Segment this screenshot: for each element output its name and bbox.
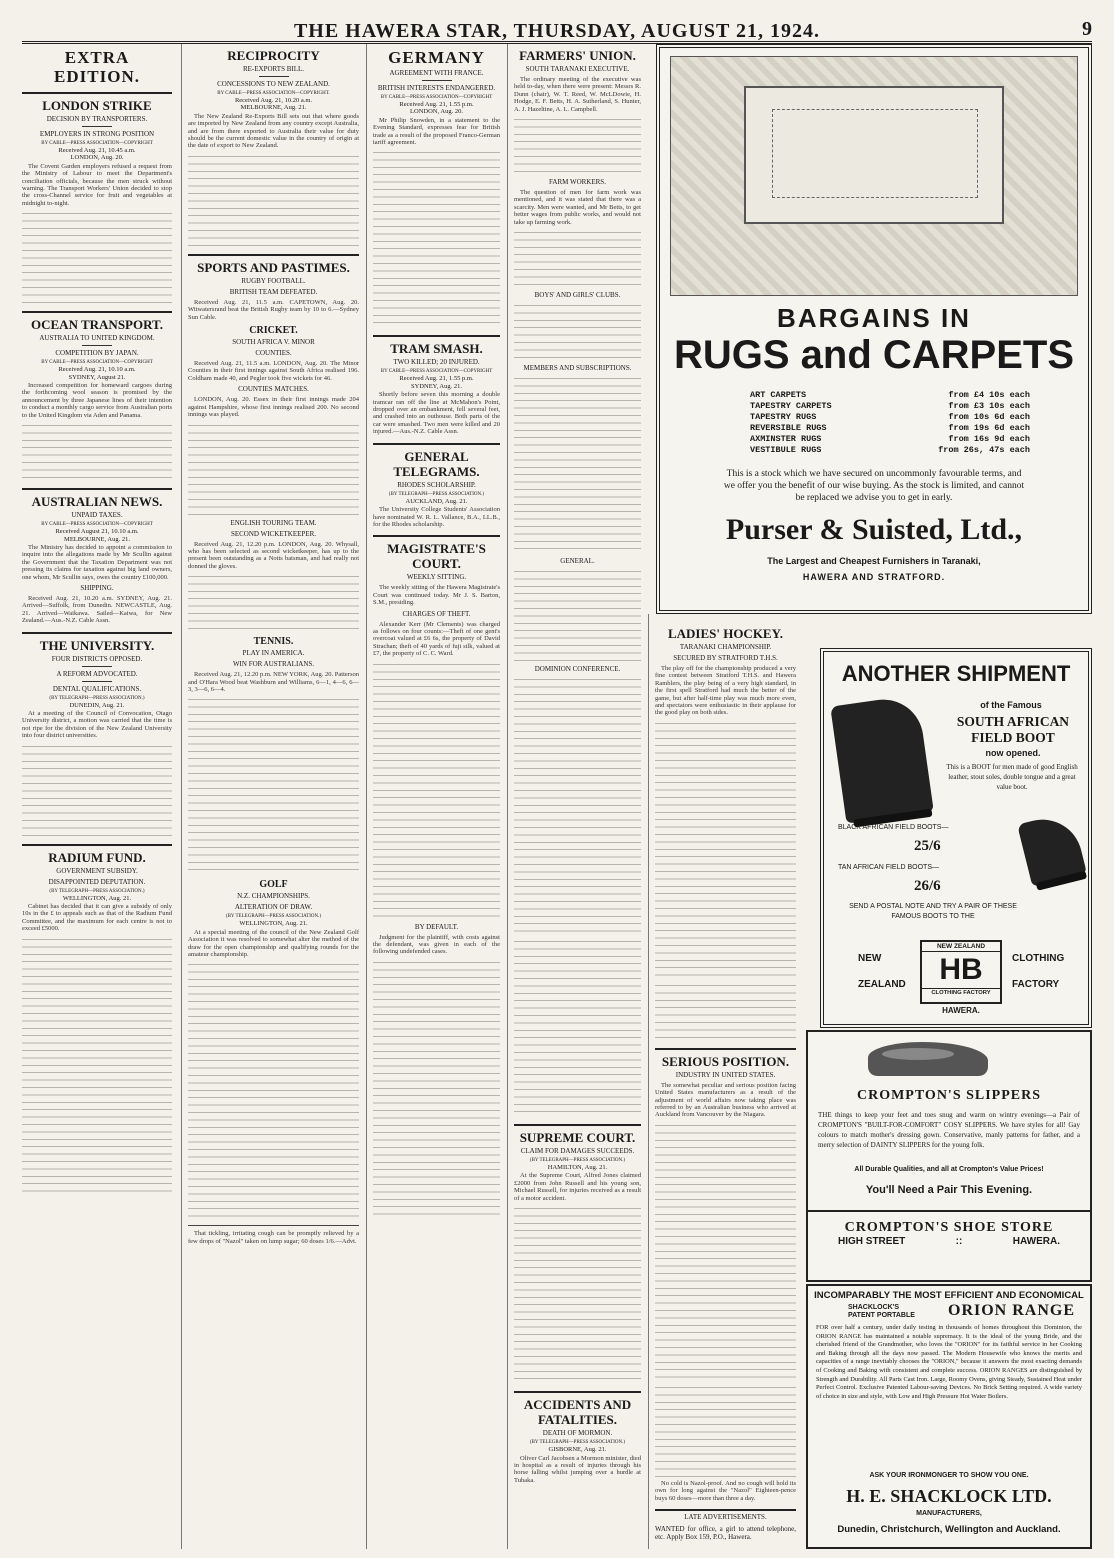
column-5	[648, 614, 802, 1549]
price-row: TAPESTRY RUGS from 10s 6d each	[750, 412, 1030, 422]
slippers-all-qualities: All Durable Qualities, and all at Crompton's Value Prices!	[854, 1166, 1044, 1173]
univ-dateline: DUNEDIN, Aug. 21.	[69, 701, 125, 709]
late-ad-text: WANTED for office, a girl to attend telephone, etc. Apply Box 159, P.O., Hawera.	[655, 1524, 796, 1541]
ocean-dateline: SYDNEY, August 21.	[68, 373, 126, 381]
theft-text: Alexander Kerr (Mr Clements) was charged as follows on four counts:—Theft of one gent's overcoat valued at £6 6s, the property of David Strachan; theft of 40 yards of fuji silk, valued at £7, the property of C. C. Ward.	[373, 620, 500, 658]
column-4	[507, 44, 647, 1549]
theft-heading: CHARGES OF THEFT.	[402, 609, 471, 618]
cricket-sub1: SOUTH AFRICA V. MINOR	[232, 338, 315, 347]
rugs-headline-2: RUGS and CARPETS	[673, 333, 1075, 377]
range-headline: INCOMPARABLY THE MOST EFFICIENT AND ECONOMICAL	[814, 1290, 1084, 1301]
cricket-sub2: COUNTIES.	[255, 349, 292, 358]
range-maker-label: SHACKLOCK'S PATENT PORTABLE	[848, 1304, 915, 1319]
nazol-note: No cold is Nazol-proof. And no cough will hold its own for long against the "Nazol" Eighteen-pence buys 60 doses—more than three a day.	[655, 1479, 796, 1502]
farmers-sub1: SOUTH TARANAKI EXECUTIVE.	[525, 65, 630, 73]
golf-sub1: N.Z. CHAMPIONSHIPS.	[237, 892, 310, 901]
supreme-byline: (BY TELEGRAPH—PRESS ASSOCIATION.)	[529, 1158, 626, 1164]
germany-sub1: AGREEMENT WITH FRANCE.	[389, 69, 484, 77]
late-ads-heading: LATE ADVERTISEMENTS.	[684, 1513, 767, 1522]
tram-dateline: SYDNEY, Aug. 21.	[411, 382, 462, 390]
rugs-carpets-advert	[656, 44, 1092, 614]
univ-byline: (BY TELEGRAPH—PRESS ASSOCIATION.)	[49, 695, 145, 701]
boots-product-name: SOUTH AFRICAN FIELD BOOT	[956, 714, 1070, 745]
boots-tan-price: 26/6	[914, 878, 941, 894]
golf-byline: (BY TELEGRAPH—PRESS ASSOCIATION.)	[225, 914, 322, 920]
hb-clothing-factory-logo: NEW ZEALAND HB CLOTHING FACTORY	[920, 940, 1002, 1004]
univ-title: THE UNIVERSITY.	[39, 637, 155, 653]
london-sub2: EMPLOYERS IN STRONG POSITION	[39, 130, 155, 138]
boots-of-the: of the Famous	[980, 700, 1042, 710]
column-1	[22, 44, 178, 1549]
rugs-price-list	[750, 390, 1030, 456]
univ-sub1: FOUR DISTRICTS OPPOSED.	[51, 654, 143, 663]
cricket-text: Received Aug. 21, 11.5 a.m. LONDON, Aug. 20. The Minor Counties in their first innings against South Africa realised 196. Coldham made 40, and Pegler took five wickets for 46.	[188, 360, 359, 382]
golf-heading: GOLF	[259, 879, 288, 891]
rugs-tagline: The Largest and Cheapest Furnishers in Taranaki,	[767, 556, 981, 566]
boots-description: This is a BOOT for men made of good English leather, stout soles, double tongue and a great value boot.	[946, 763, 1078, 791]
slippers-need-pair: You'll Need a Pair This Evening.	[865, 1184, 1033, 1196]
univ-text: At a meeting of the Council of Convocation, Otago University district, a motion was carried that the time is not ripe for the division of the New Zealand University into four district universities.	[22, 709, 172, 740]
boots-headline: ANOTHER SHIPMENT	[841, 661, 1071, 686]
rugs-headline-1: BARGAINS IN	[777, 303, 971, 333]
ocean-byline: BY CABLE—PRESS ASSOCIATION—COPYRIGHT	[41, 360, 153, 366]
accidents-title: ACCIDENTS AND FATALITIES.	[523, 1397, 632, 1428]
boots-now-opened: now opened.	[985, 748, 1041, 758]
tennis-sub1: PLAY IN AMERICA.	[242, 649, 305, 658]
germany-sub2: BRITISH INTERESTS ENDANGERED.	[377, 84, 496, 92]
masthead	[22, 18, 1092, 44]
radium-sub2: DISAPPOINTED DEPUTATION.	[48, 877, 146, 886]
london-received: Received Aug. 21, 10.45 a.m.	[58, 147, 136, 154]
price-row: ART CARPETS from £4 10s each	[750, 390, 1030, 400]
farmers-title: FARMERS' UNION.	[519, 48, 636, 63]
rugs-location: HAWERA AND STRATFORD.	[802, 572, 946, 582]
touring-text: Received Aug. 21, 12.20 p.m. LONDON, Aug. 20. Whysall, who has been selected as second wicketkeeper, has up to the present been outstanding as a Notts batsman, and had really not donned the gloves.	[188, 540, 359, 570]
general-title: GENERAL TELEGRAMS.	[393, 448, 480, 479]
tram-text: Shortly before seven this morning a double tramcar ran off the line at McMahon's Point, dropped over an embankment, fell several feet, and crashed into an outhouse. Both parts of the car were smashed. Two men were killed and 20 injured.—Aus.-N.Z. Cable Assn.	[373, 391, 500, 436]
univ-sub2: A REFORM ADVOCATED.	[56, 669, 138, 678]
radium-title: RADIUM FUND.	[48, 849, 146, 865]
rugs-note: This is a stock which we have secured on uncommonly favourable terms, and we offer you the benefit of our wise buying. As the stock is limited, and cannot be replaced we advise you to get in early.	[723, 469, 1025, 503]
page-number: 9	[1082, 18, 1092, 40]
price-row: VESTIBULE RUGS from 26s, 47s each	[750, 445, 1030, 455]
aus-received: Received August 21, 10.10 a.m.	[55, 528, 139, 536]
range-body: FOR over half a century, under daily testing in thousands of homes throughout this Dominion, the ORION RANGE has maintained a notable supremacy. It is the ideal of the young Bride, and the cherished friend of the Grandmother, who loves the "ORION" for its faithful service in her Cooking and Baking through all the days now passed. The Modern Housewife who knows the merits and capacities of a range inevitably chooses the "ORION," because it answers the most exacting demands of Cooking and Baking with consistent and complete success. ORION RANGES are distinguished by Strength and Durability. All Parts Cast Iron. Large, Roomy Ovens, giving Steady, Sustained Heat under Perfect Control. Exclusive Patented Labour-saving Devices. No Brick Setting required. A wide variety of choice in size and style, with Low and High Pressure Hot Water Boilers.	[816, 1324, 1082, 1400]
cromptons-slippers-advert	[806, 1030, 1092, 1282]
range-product-name: ORION RANGE	[948, 1302, 1076, 1319]
accidents-dateline: GISBORNE, Aug. 21.	[548, 1446, 607, 1454]
farm-workers-text: The question of men for farm work was mentioned, and it was stated that there was a scarcity. Men were wanted, and Mr Betts, to get better wages from public works, and would not take up farming work.	[514, 189, 641, 226]
tram-title: TRAM SMASH.	[390, 341, 483, 357]
slippers-store-name: CROMPTON'S SHOE STORE	[808, 1210, 1090, 1236]
aus-title: AUSTRALIAN NEWS.	[31, 494, 163, 510]
radium-text: Cabinet has decided that it can give a subsidy of only 10s in the £ to appeals such as that of the Radium Fund Committee, and the maximum for each centre is not to exceed £5000.	[22, 903, 172, 933]
recip-received: Received Aug. 21, 10.20 a.m.	[234, 97, 313, 104]
rugs-firm-name: Purser & Suisted, Ltd.,	[725, 513, 1023, 546]
nazol-advt: That tickling, irritating cough can be promptly relieved by a few drops of "Nazol" taken on lump sugar; 60 doses 1/6.—Advt.	[188, 1230, 359, 1245]
rugby-text: Received Aug. 21, 11.5 a.m. CAPETOWN, Aug. 20. Witwatersrand beat the British Rugby team by 10 to 6.—Sydney Sun Cable.	[188, 298, 359, 321]
boots-clothing-factory-label: CLOTHING FACTORY	[1012, 953, 1065, 990]
radium-sub1: GOVERNMENT SUBSIDY.	[56, 866, 138, 875]
orion-range-advert	[806, 1284, 1092, 1549]
golf-text: At a special meeting of the council of the New Zealand Golf Association it was resolved to somewhat alter the method of the draw for the open championship and qualifying rounds for the amateur championship.	[188, 928, 359, 958]
aus-sub1: UNPAID TAXES.	[71, 511, 123, 520]
radium-byline: (BY TELEGRAPH—PRESS ASSOCIATION.)	[49, 888, 145, 894]
supreme-text: At the Supreme Court, Alfred Jones claimed £2000 from John Russell and his young son, Michael Russell, for injuries received as a result of a motor accident.	[514, 1172, 641, 1202]
slippers-body: THE things to keep your feet and toes snug and warm on wintry evenings—a Pair of CROMPTON'S "BUILT-FOR-COMFORT" COSY SLIPPERS. We have styles for all! Gay colours to match mother's dressing gown. Conservative, manly patterns for father, and a merry selection of DAINTY SLIPPERS for the young folk.	[818, 1111, 1080, 1149]
london-sub1: DECISION BY TRANSPORTERS.	[46, 115, 148, 123]
boots-black-label: BLACK AFRICAN FIELD BOOTS—	[838, 824, 949, 831]
tennis-sub2: WIN FOR AUSTRALIANS.	[232, 660, 315, 669]
touring-sub: SECOND WICKETKEEPER.	[230, 529, 317, 538]
county-text: LONDON, Aug. 20. Essex in their first innings made 204 against Hampshire, whose first innings realised 200. No second innings was played.	[188, 396, 359, 419]
touring-heading: ENGLISH TOURING TEAM.	[230, 518, 317, 527]
ocean-text: Increased competition for homeward cargoes during the forthcoming wool season is promised by the announcement by three Japanese lines of their intention to conduct a monthly cargo service from Australian ports to the United Kingdom via Aden and Panama.	[22, 382, 172, 419]
tennis-heading: TENNIS.	[253, 636, 294, 648]
germany-byline: BY CABLE—PRESS ASSOCIATION—COPYRIGHT	[380, 95, 493, 100]
range-ask: ASK YOUR IRONMONGER TO SHOW YOU ONE.	[869, 1472, 1029, 1479]
price-row: TAPESTRY CARPETS from £3 10s each	[750, 401, 1030, 411]
boots-new-zealand-label: NEW ZEALAND	[858, 953, 906, 990]
recip-text: The New Zealand Re-Exports Bill sets out that where goods are imported by New Zealand from any country except Australia, and are from there exported to Australia their value for duty should be the current domestic value in the country of origin at the date of export to New Zealand.	[188, 112, 359, 150]
county-heading: COUNTIES MATCHES.	[238, 385, 309, 394]
accidents-sub1: DEATH OF MORMON.	[542, 1429, 613, 1438]
recip-byline: BY CABLE—PRESS ASSOCIATION—COPYRIGHT.	[217, 91, 330, 96]
boots-send-note: SEND A POSTAL NOTE AND TRY A PAIR OF THESE FAMOUS BOOTS TO THE	[849, 903, 1017, 920]
range-firm-name: H. E. SHACKLOCK LTD.	[846, 1486, 1052, 1506]
supreme-dateline: HAMILTON, Aug. 21.	[547, 1164, 608, 1172]
cricket-heading: CRICKET.	[249, 325, 298, 337]
masthead-title: THE HAWERA STAR, THURSDAY, AUGUST 21, 1924.	[293, 20, 821, 42]
germany-dateline: LONDON, Aug. 20.	[410, 108, 463, 116]
price-row: REVERSIBLE RUGS from 19s 6d each	[750, 423, 1030, 433]
golf-dateline: WELLINGTON, Aug. 21.	[239, 920, 308, 928]
magistrate-title: MAGISTRATE'S COURT.	[387, 541, 486, 572]
slipper-illustration	[868, 1042, 988, 1076]
dominion-heading: DOMINION CONFERENCE.	[534, 665, 621, 674]
magistrate-sub1: WEEKLY SITTING.	[406, 573, 467, 582]
boots-tan-label: TAN AFRICAN FIELD BOOTS—	[838, 864, 939, 871]
range-manufacturers: MANUFACTURERS,	[916, 1510, 982, 1517]
slippers-address: HIGH STREET :: HAWERA.	[838, 1236, 1060, 1247]
tennis-text: Received Aug. 21, 12.20 p.m. NEW YORK, Aug. 20. Patterson and O'Hara Wood beat Washburn and Williams, 6—1, 4—6, 6—3, 3—6, 6—4.	[188, 671, 359, 693]
supreme-sub1: CLAIM FOR DAMAGES SUCCEEDS.	[520, 1147, 635, 1156]
general-sub1: RHODES SCHOLARSHIP.	[397, 480, 476, 489]
ocean-title: OCEAN TRANSPORT.	[31, 317, 163, 333]
tram-byline: BY CABLE—PRESS ASSOCIATION—COPYRIGHT	[380, 369, 493, 375]
farm-workers-heading: FARM WORKERS.	[549, 178, 606, 187]
hockey-title: LADIES' HOCKEY.	[667, 626, 784, 641]
column-2	[181, 44, 365, 1549]
ocean-sub1: AUSTRALIA TO UNITED KINGDOM.	[39, 334, 155, 343]
default-heading: BY DEFAULT.	[414, 922, 459, 931]
price-row: AXMINSTER RUGS from 16s 9d each	[750, 434, 1030, 444]
london-dateline: LONDON, Aug. 20.	[70, 154, 124, 162]
rugby-sub: BRITISH TEAM DEFEATED.	[229, 287, 318, 296]
supreme-title: SUPREME COURT.	[519, 1130, 636, 1146]
radium-dateline: WELLINGTON, Aug. 21.	[62, 894, 132, 902]
boys-girls-heading: BOYS' AND GIRLS' CLUBS.	[534, 291, 621, 300]
ocean-received: Received Aug. 21, 10.10 a.m.	[58, 366, 136, 374]
germany-received: Received Aug. 21, 1.55 p.m.	[399, 101, 474, 108]
london-strike-title: LONDON STRIKE	[42, 98, 152, 113]
germany-title: GERMANY	[388, 48, 485, 67]
general-byline: (BY TELEGRAPH—PRESS ASSOCIATION.)	[388, 491, 485, 497]
boot-illustration-large	[830, 694, 934, 823]
london-byline: BY CABLE—PRESS ASSOCIATION—COPYRIGHT	[41, 141, 153, 146]
recip-title: RECIPROCITY	[227, 48, 320, 63]
magistrate-text: The weekly sitting of the Hawera Magistrate's Court was continued today. Mr J. S. Barton, S.M., presiding.	[373, 584, 500, 607]
serious-sub1: INDUSTRY IN UNITED STATES.	[675, 1070, 776, 1079]
tram-sub1: TWO KILLED; 20 INJURED.	[393, 358, 480, 367]
golf-sub2: ALTERATION OF DRAW.	[234, 903, 313, 912]
aus-byline: BY CABLE—PRESS ASSOCIATION—COPYRIGHT	[41, 522, 153, 528]
column-3	[366, 44, 506, 1549]
default-text: Judgment for the plaintiff, with costs against the defendant, was given in each of the following undefended cases.	[373, 933, 500, 956]
recip-sub2: CONCESSIONS TO NEW ZEALAND.	[217, 80, 330, 88]
aus-shipping-heading: SHIPPING.	[80, 583, 114, 592]
farmers-text: The ordinary meeting of the executive was held to-day, when there were present: Messrs R. Dunn (chair), W. T. Reed, W. McLDowie, H. Hodge, E. F. Betts, H. A. Sutherland, S. Hunter, A. J. Hazeltine, A. L. Campbell.	[514, 76, 641, 113]
range-cities: Dunedin, Christchurch, Wellington and Auckland.	[837, 1524, 1061, 1535]
hockey-sub1: TARANAKI CHAMPIONSHIP.	[679, 643, 772, 651]
accidents-byline: (BY TELEGRAPH—PRESS ASSOCIATION.)	[529, 1440, 626, 1446]
general-text: The University College Students' Association have nominated W. R. L. Vallance, B.A., LL.B., for the Rhodes scholarship.	[373, 506, 500, 528]
tram-received: Received Aug. 21, 1.55 p.m.	[399, 375, 474, 383]
germany-text: Mr Philip Snowden, in a statement to the Evening Standard, expresses fear for British trade as a result of the proposed Franco-German tariff agreement.	[373, 116, 500, 147]
furnished-room-illustration	[670, 56, 1078, 296]
ocean-sub2: COMPETITION BY JAPAN.	[55, 349, 139, 358]
aus-shipping-text: Received Aug. 21, 10.20 a.m. SYDNEY, Aug. 21. Arrived—Suffolk, from Dunedin. NEWCASTLE, Aug. 21. Arrived—Waikawa. Sailed—Kaiwa, for New Zealand.—Aus.-N.Z. Cable Assn.	[22, 594, 172, 625]
boots-town: HAWERA.	[942, 1006, 980, 1015]
members-heading: MEMBERS AND SUBSCRIPTIONS.	[523, 364, 632, 373]
hockey-sub2: SECURED BY STRATFORD T.H.S.	[673, 654, 778, 662]
extra-edition-heading: EXTRA EDITION.	[54, 48, 140, 86]
aus-dateline: MELBOURNE, Aug. 21.	[64, 535, 130, 543]
univ-sub3: DENTAL QUALIFICATIONS.	[52, 684, 142, 693]
rugby-heading: RUGBY FOOTBALL.	[241, 276, 306, 285]
general-dateline: AUCKLAND, Aug. 21.	[405, 497, 468, 505]
hockey-text: The play off for the championship produced a very fine contest between Stratford T.H.S. and Hawera Ramblers, the play being of a very high standard, in the first spell Stratford had much the better of the game, but after half-time play was much more even, and spectators were enthusiastic in their applause for the good play on both sides.	[655, 665, 796, 717]
recip-sub1: RE-EXPORTS BILL.	[242, 65, 305, 73]
boot-illustration-small	[1017, 811, 1087, 887]
boots-black-price: 25/6	[914, 838, 941, 854]
accidents-text: Oliver Carl Jacobsen a Mormon minister, died in hospital as a result of injuries through his horse falling whilst jumping over a hurdle at Tuhaka.	[514, 1454, 641, 1484]
recip-dateline: MELBOURNE, Aug. 21.	[240, 104, 307, 112]
serious-text: The somewhat peculiar and serious position facing United States manufacturers as a result of the adjustment of world affairs now taking place was referred to by an Australian business who arrived at Auckland from Vancouver by the Niagara.	[655, 1081, 796, 1119]
late-advertisements	[655, 1509, 796, 1541]
sports-title: SPORTS AND PASTIMES.	[197, 259, 350, 275]
london-text: The Covent Garden employers refused a request from the Ministry of Labour to meet the Department's conciliation officials, because the men struck without warning. The Transport Workers' Union decided to stop the cross-Channel service for fruit and vegetables at midnight to-night.	[22, 162, 172, 207]
field-boot-advert	[820, 648, 1092, 1028]
serious-title: SERIOUS POSITION.	[661, 1053, 790, 1069]
slippers-headline: CROMPTON'S SLIPPERS	[856, 1088, 1042, 1103]
farmers-general-heading: GENERAL.	[560, 557, 595, 566]
aus-text: The Ministry has decided to appoint a commission to inquire into the allegations made by Mr Scullin against the Government that the Taxation Department was not pressing its claims for taxation against big land owners, one whom, Mr Scullin says, owes the country £100,000.	[22, 543, 172, 581]
